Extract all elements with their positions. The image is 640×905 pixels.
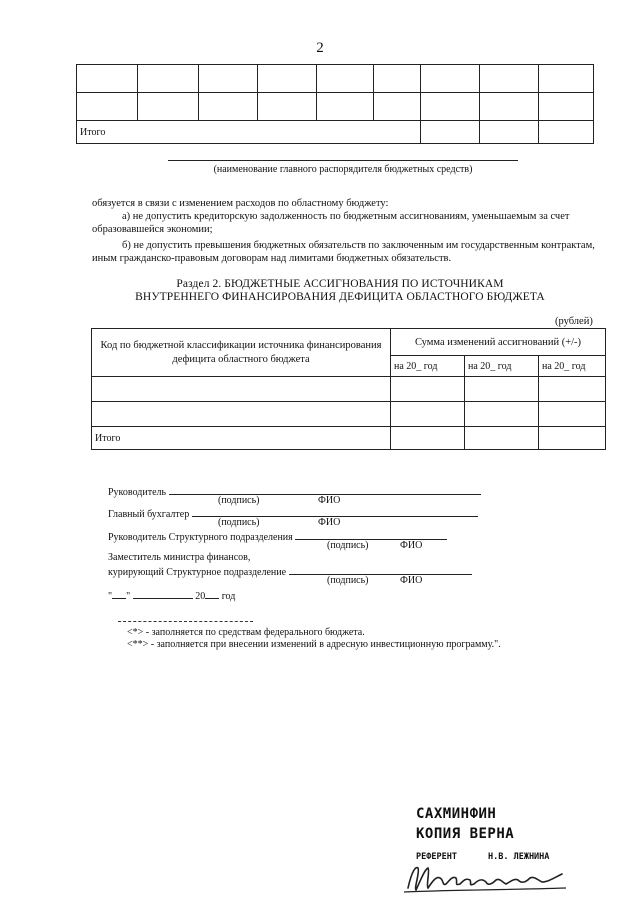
stamp-name: Н.В. ЛЕЖНИНА: [488, 852, 550, 862]
footnote-2: <**> - заполняется при внесении изменений в адресную инвестиционную программу.".: [127, 639, 501, 650]
name-caption: ФИО: [318, 495, 341, 506]
continuation-table: [76, 64, 594, 144]
sig-chief-accountant: [108, 506, 478, 520]
sig-chief-accountant-label: Главный бухгалтер: [108, 509, 190, 520]
total-label: Итого: [77, 121, 421, 144]
table-row: [77, 65, 594, 93]
sign-caption: (подпись): [218, 517, 260, 528]
date-line: " " 20 год: [108, 588, 235, 602]
col-year-2: на 20_ год: [465, 356, 539, 377]
col-sum-header: Сумма изменений ассигнований (+/-): [391, 329, 606, 356]
section-title-line1: Раздел 2. БЮДЖЕТНЫЕ АССИГНОВАНИЯ ПО ИСТОЧНИКАМ: [176, 278, 504, 290]
name-caption: ФИО: [400, 575, 423, 586]
table-total-row: [92, 427, 606, 450]
sig-head: [108, 484, 481, 498]
sig-struct-head-label: Руководитель Структурного подразделения: [108, 532, 293, 543]
footnote-separator: [118, 621, 253, 622]
sig-deputy-label: курирующий Структурное подразделение: [108, 567, 287, 578]
col-code-header: Код по бюджетной классификации источника финансирования дефицита областного бюджета: [92, 329, 391, 377]
stamp-role: РЕФЕРЕНТ: [416, 852, 457, 862]
section-title-line2: ВНУТРЕННЕГО ФИНАНСИРОВАНИЯ ДЕФИЦИТА ОБЛАСТНОГО БЮДЖЕТА: [135, 291, 545, 303]
stamp-line1: САХМИНФИН: [416, 806, 497, 822]
name-caption: ФИО: [400, 540, 423, 551]
sig-deputy-line: [289, 564, 472, 575]
footnote-1: <*> - заполняется по средствам федерального бюджета.: [127, 627, 365, 638]
stamp-line2: КОПИЯ ВЕРНА: [416, 826, 515, 842]
handwritten-signature-icon: [402, 860, 572, 896]
sign-caption: (подпись): [218, 495, 260, 506]
table-total-row: [77, 121, 594, 144]
sign-caption: (подпись): [327, 575, 369, 586]
col-year-3: на 20_ год: [539, 356, 606, 377]
table-row: [92, 377, 606, 402]
obligation-item-a: а) не допустить кредиторскую задолженность по бюджетным ассигнованиям, уменьшаемым за счет образовавшейся экономии;: [92, 211, 570, 235]
sig-deputy-line1: Заместитель министра финансов,: [108, 552, 251, 563]
sig-struct-head-line: [295, 529, 447, 540]
page-number: 2: [316, 40, 324, 56]
financing-table: [91, 328, 606, 450]
sig-head-line: [169, 484, 481, 495]
sign-caption: (подпись): [327, 540, 369, 551]
name-caption: ФИО: [318, 517, 341, 528]
table-row: [92, 402, 606, 427]
obligation-item-b: б) не допустить превышения бюджетных обязательств по заключенным им государственным контрактам, иным гражданско-правовым договорам над лимитами бюджетных обязательств.: [92, 240, 595, 264]
obligation-intro: обязуется в связи с изменением расходов по областному бюджету:: [92, 198, 389, 209]
manager-caption: (наименование главного распорядителя бюджетных средств): [168, 160, 518, 175]
units-label: (рублей): [555, 316, 593, 327]
col-year-1: на 20_ год: [391, 356, 465, 377]
sig-head-label: Руководитель: [108, 487, 167, 498]
sig-chief-accountant-line: [192, 506, 478, 517]
sig-struct-head: [108, 529, 447, 543]
total-label: Итого: [92, 427, 391, 450]
table-row: [77, 93, 594, 121]
